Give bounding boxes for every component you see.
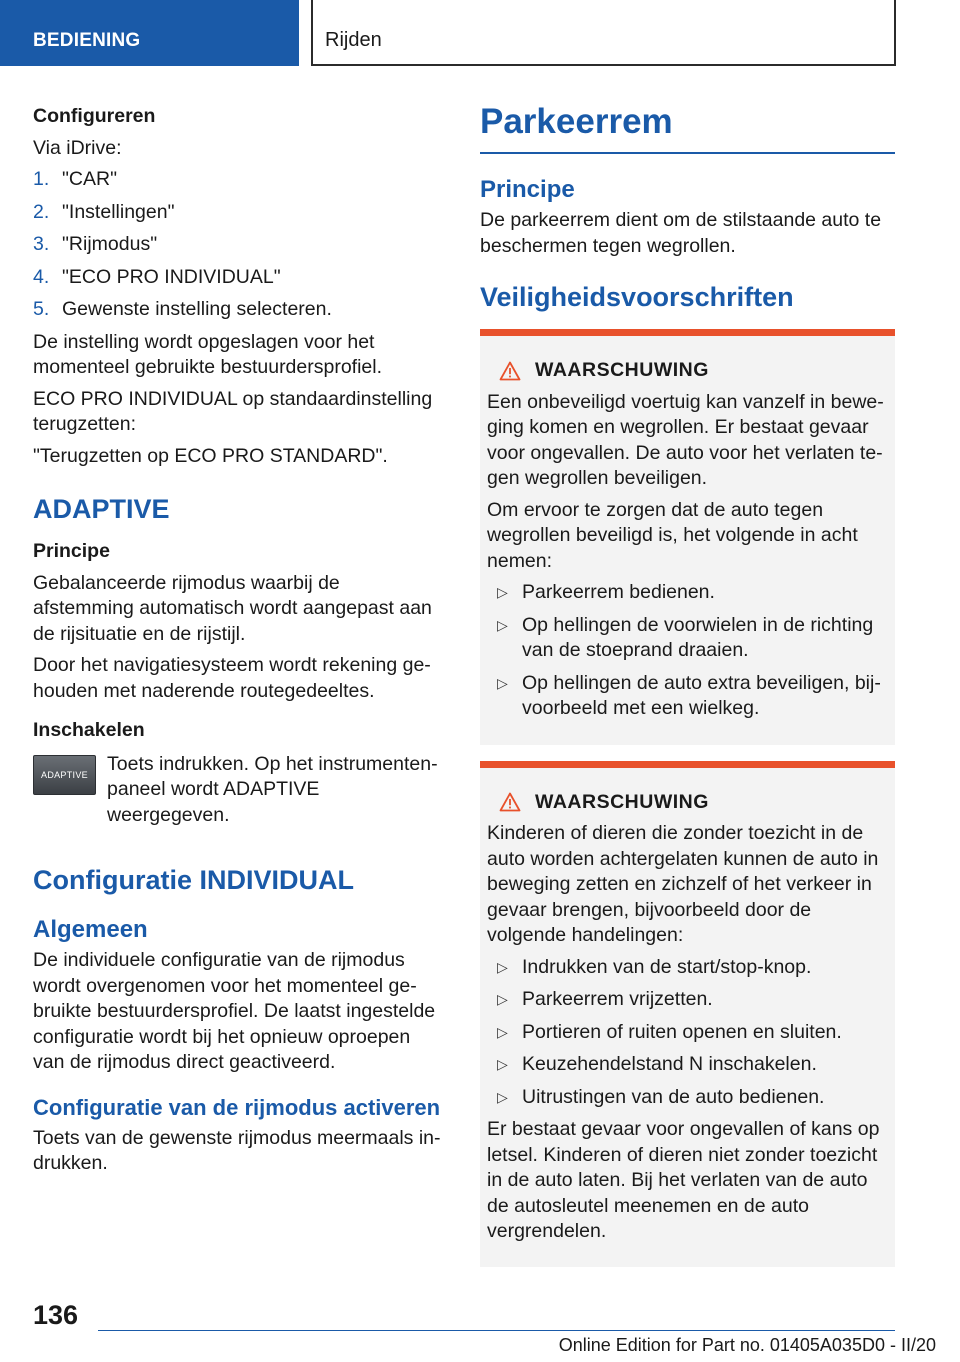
list-item: ▷ Op hellingen de voorwielen in de richting van de stoeprand draaien. [497, 613, 874, 661]
list-item: ▷ Uitrustingen van de auto bedienen. [487, 1085, 887, 1111]
via-idrive: Via iDrive: [33, 136, 122, 159]
step-item: 2. "Instellingen" [33, 200, 175, 223]
switch-on-label: Inschakelen [33, 719, 145, 741]
list-item: ▷ Op hellingen de auto extra beveiligen, bijvoorbeeld met een wielkeg. [497, 671, 881, 719]
triangle-bullet-icon: ▷ [497, 584, 508, 600]
warning-box [480, 761, 895, 1267]
warning-text: Kinderen of dieren die zonder toezicht in de auto worden achtergelaten kunnen de auto in beweging zetten en zichzelf of het verkeer in gevaar brengen, bijvoorbeeld door de volgende handelingen: [487, 822, 879, 946]
adaptive-heading: ADAPTIVE [33, 494, 170, 524]
list-item: ▷ Parkeerrem vrijzetten. [487, 987, 887, 1013]
warning-text: Een onbeveiligd voertuig kan vanzelf in beweging komen en wegrollen. Er bestaat gevaar voor ongevallen. De auto voor het verlaten tegen wegrollen beveiligen. [487, 390, 884, 489]
footer-edition: Online Edition for Part no. 01405A035D0 - II/20 [558, 1335, 936, 1355]
chapter-tab [311, 0, 896, 66]
config-steps [33, 167, 445, 323]
warning-triangle-icon [499, 361, 521, 381]
parking-principle-text: De parkeerrem dient om de stilstaande auto te beschermen tegen wegrollen. [480, 209, 882, 257]
footer-divider [98, 1330, 895, 1331]
warning-title: WAARSCHUWING [535, 359, 709, 381]
activate-heading: Configuratie van de rijmodus activeren [33, 1094, 441, 1120]
principle-label: Principe [33, 540, 110, 562]
reset-command: "Terugzetten op ECO PRO STANDARD". [33, 444, 388, 467]
warning-title: WAARSCHUWING [535, 790, 709, 813]
triangle-bullet-icon: ▷ [497, 991, 508, 1007]
page-number: 136 [33, 1300, 79, 1330]
step-item: 1. "CAR" [33, 168, 118, 190]
warning-box [480, 329, 895, 745]
chapter-title: Rijden [325, 29, 382, 51]
principle-text-nav: Door het navigatiesysteem wordt rekening gehouden met naderende routegedeeltes. [33, 654, 431, 702]
warning-text: Om ervoor te zorgen dat de auto tegen wegrollen beveiligd is, het volgende in acht nemen: [487, 498, 858, 572]
triangle-bullet-icon: ▷ [497, 1088, 508, 1105]
step-item: 5. Gewenste instelling selecteren. [33, 298, 332, 320]
warning-text: Er bestaat gevaar voor ongevallen of kans op letsel. Kinderen of dieren niet zonder toezicht in de auto laten. Bij het verlaten van de auto de autosleutel meenemen en de auto vergrendelen. [487, 1118, 880, 1242]
section-tab [0, 0, 299, 66]
triangle-bullet-icon: ▷ [497, 616, 508, 633]
list-item: ▷ Parkeerrem bedienen. [487, 580, 887, 606]
list-item: ▷ Keuzehendelstand N inschakelen. [487, 1052, 887, 1078]
page-title: Parkeerrem [480, 102, 895, 154]
warning-list [487, 580, 887, 722]
general-heading: Algemeen [33, 916, 148, 943]
triangle-bullet-icon: ▷ [497, 1056, 508, 1072]
reset-intro: ECO PRO INDIVIDUAL op standaardinstelling terugzetten: [33, 387, 433, 435]
warning-triangle-icon [499, 792, 521, 812]
warning-list [487, 955, 887, 1111]
individual-heading: Configuratie INDIVIDUAL [33, 865, 354, 895]
adaptive-button-row [33, 752, 445, 835]
step-item: 4. "ECO PRO INDIVIDUAL" [33, 265, 281, 288]
section-title: BEDIENING [33, 30, 141, 51]
parking-principle-heading: Principe [480, 176, 575, 203]
triangle-bullet-icon: ▷ [497, 1023, 508, 1040]
activate-text: Toets van de gewenste rijmodus meermaals indrukken. [33, 1126, 441, 1174]
switch-on-text: Toets indrukken. Op het instrumentenpaneel wordt ADAPTIVE weergegeven. [107, 752, 438, 826]
right-column [480, 100, 895, 1283]
list-item: ▷ Indrukken van de start/stop-knop. [487, 955, 887, 981]
general-text: De individuele configuratie van de rijmodus wordt overgenomen voor het momenteel gebruikte bestuurdersprofiel. De laatst ingestelde configuratie wordt bij het opnieuw oproepen van de rijmodus direct geactiveerd. [33, 949, 436, 1073]
triangle-bullet-icon: ▷ [497, 958, 508, 975]
triangle-bullet-icon: ▷ [497, 674, 508, 691]
step-item: 3. "Rijmodus" [33, 233, 158, 255]
principle-text: Gebalanceerde rijmodus waarbij de afstemming automatisch wordt aangepast aan de rijsituatie en de rijstijl. [33, 571, 432, 645]
adaptive-button-image: ADAPTIVE [33, 755, 96, 795]
configure-title: Configureren [33, 105, 156, 127]
left-column [33, 100, 445, 1183]
safety-heading: Veiligheidsvoorschriften [480, 282, 794, 312]
saved-text: De instelling wordt opgeslagen voor het momenteel gebruikte bestuurdersprofiel. [33, 330, 383, 378]
list-item: ▷ Portieren of ruiten openen en sluiten. [487, 1020, 887, 1046]
